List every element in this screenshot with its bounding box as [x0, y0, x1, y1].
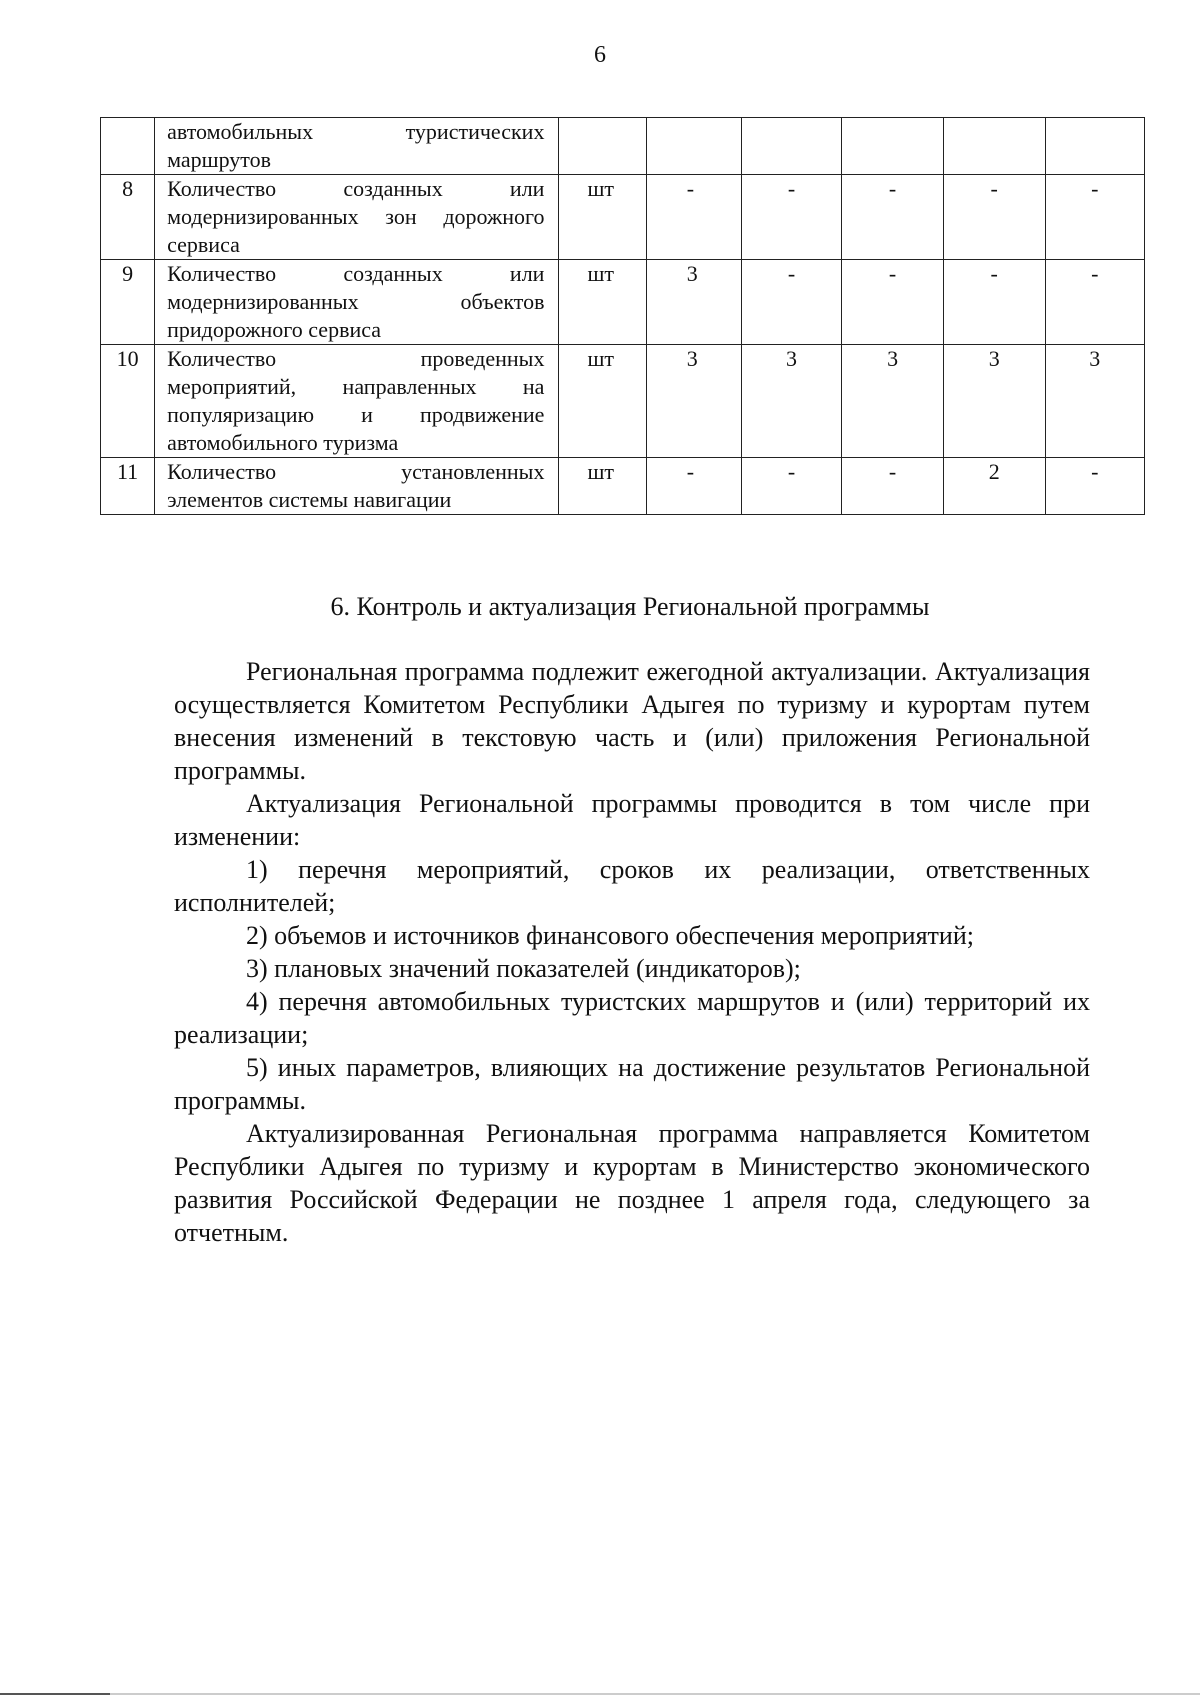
indicator-name [155, 175, 559, 260]
indicator-name [155, 345, 559, 458]
value-cell: - [1045, 260, 1145, 345]
table-row [101, 260, 1145, 345]
value-cell: - [646, 458, 741, 515]
value-cell: - [943, 260, 1045, 345]
value-cell: 3 [943, 345, 1045, 458]
value-cell: - [741, 175, 842, 260]
indicator-name [155, 118, 559, 175]
indicator-name-line: Количество проведенных [167, 346, 545, 371]
indicator-name-line: Количество созданных или [167, 261, 545, 286]
value-cell [943, 118, 1045, 175]
indicator-name-line: модернизированных зон дорожного [167, 204, 545, 229]
value-cell: 3 [646, 260, 741, 345]
indicator-name [155, 458, 559, 515]
list-item: 2) объемов и источников финансового обеспечения мероприятий; [246, 921, 974, 950]
indicator-name-line: мероприятий, направленных на [167, 374, 545, 399]
value-cell: - [646, 175, 741, 260]
indicator-name-line: Количество созданных или [167, 176, 545, 201]
indicator-name-line: придорожного сервиса [167, 317, 382, 342]
scan-footer-rule [0, 1693, 1200, 1695]
unit-cell: шт [559, 458, 646, 515]
paragraph: Региональная программа подлежит ежегодной актуализации. Актуализация осуществляется Комитетом Республики Адыгея по туризму и курортам путем внесения изменений в текстовую часть и (или) приложения Региональной программы. [174, 657, 1090, 785]
row-number: 8 [101, 175, 155, 260]
value-cell [646, 118, 741, 175]
body-text [174, 655, 1090, 1249]
indicators-table [100, 117, 1145, 515]
row-number [101, 118, 155, 175]
value-cell: - [1045, 458, 1145, 515]
value-cell: - [842, 458, 944, 515]
unit-cell: шт [559, 175, 646, 260]
value-cell: - [741, 458, 842, 515]
value-cell: - [842, 260, 944, 345]
unit-cell [559, 118, 646, 175]
unit-cell: шт [559, 345, 646, 458]
indicator-name-line: элементов системы навигации [167, 487, 452, 512]
list-item: 3) плановых значений показателей (индикаторов); [246, 954, 801, 983]
value-cell: 3 [1045, 345, 1145, 458]
indicator-name-line: популяризацию и продвижение [167, 402, 545, 427]
value-cell: - [741, 260, 842, 345]
table-row [101, 458, 1145, 515]
row-number: 11 [101, 458, 155, 515]
unit-cell: шт [559, 260, 646, 345]
table-row [101, 118, 1145, 175]
indicator-name-line: сервиса [167, 232, 240, 257]
value-cell: - [1045, 175, 1145, 260]
row-number: 10 [101, 345, 155, 458]
indicator-name-line: автомобильных туристических [167, 119, 545, 144]
value-cell: 3 [741, 345, 842, 458]
value-cell: - [842, 175, 944, 260]
value-cell: 3 [646, 345, 741, 458]
list-item: 5) иных параметров, влияющих на достижение результатов Региональной программы. [174, 1053, 1090, 1115]
section-title: 6. Контроль и актуализация Региональной программы [330, 592, 930, 621]
table-row [101, 175, 1145, 260]
paragraph: Актуализация Региональной программы проводится в том числе при изменении: [174, 789, 1090, 851]
value-cell: 3 [842, 345, 944, 458]
indicator-name-line: Количество установленных [167, 459, 545, 484]
paragraph: Актуализированная Региональная программа направляется Комитетом Республики Адыгея по туризму и курортам в Министерство экономического развития Российской Федерации не позднее 1 апреля года, следующего за отчетным. [174, 1119, 1090, 1247]
indicator-name-line: автомобильного туризма [167, 430, 399, 455]
list-item: 1) перечня мероприятий, сроков их реализации, ответственных исполнителей; [174, 855, 1090, 917]
value-cell [741, 118, 842, 175]
value-cell [1045, 118, 1145, 175]
indicator-name [155, 260, 559, 345]
indicator-name-line: маршрутов [167, 147, 272, 172]
page-number: 6 [594, 42, 606, 68]
list-item: 4) перечня автомобильных туристских маршрутов и (или) территорий их реализации; [174, 987, 1090, 1049]
value-cell: 2 [943, 458, 1045, 515]
indicator-name-line: модернизированных объектов [167, 289, 545, 314]
table-row [101, 345, 1145, 458]
value-cell: - [943, 175, 1045, 260]
row-number: 9 [101, 260, 155, 345]
value-cell [842, 118, 944, 175]
